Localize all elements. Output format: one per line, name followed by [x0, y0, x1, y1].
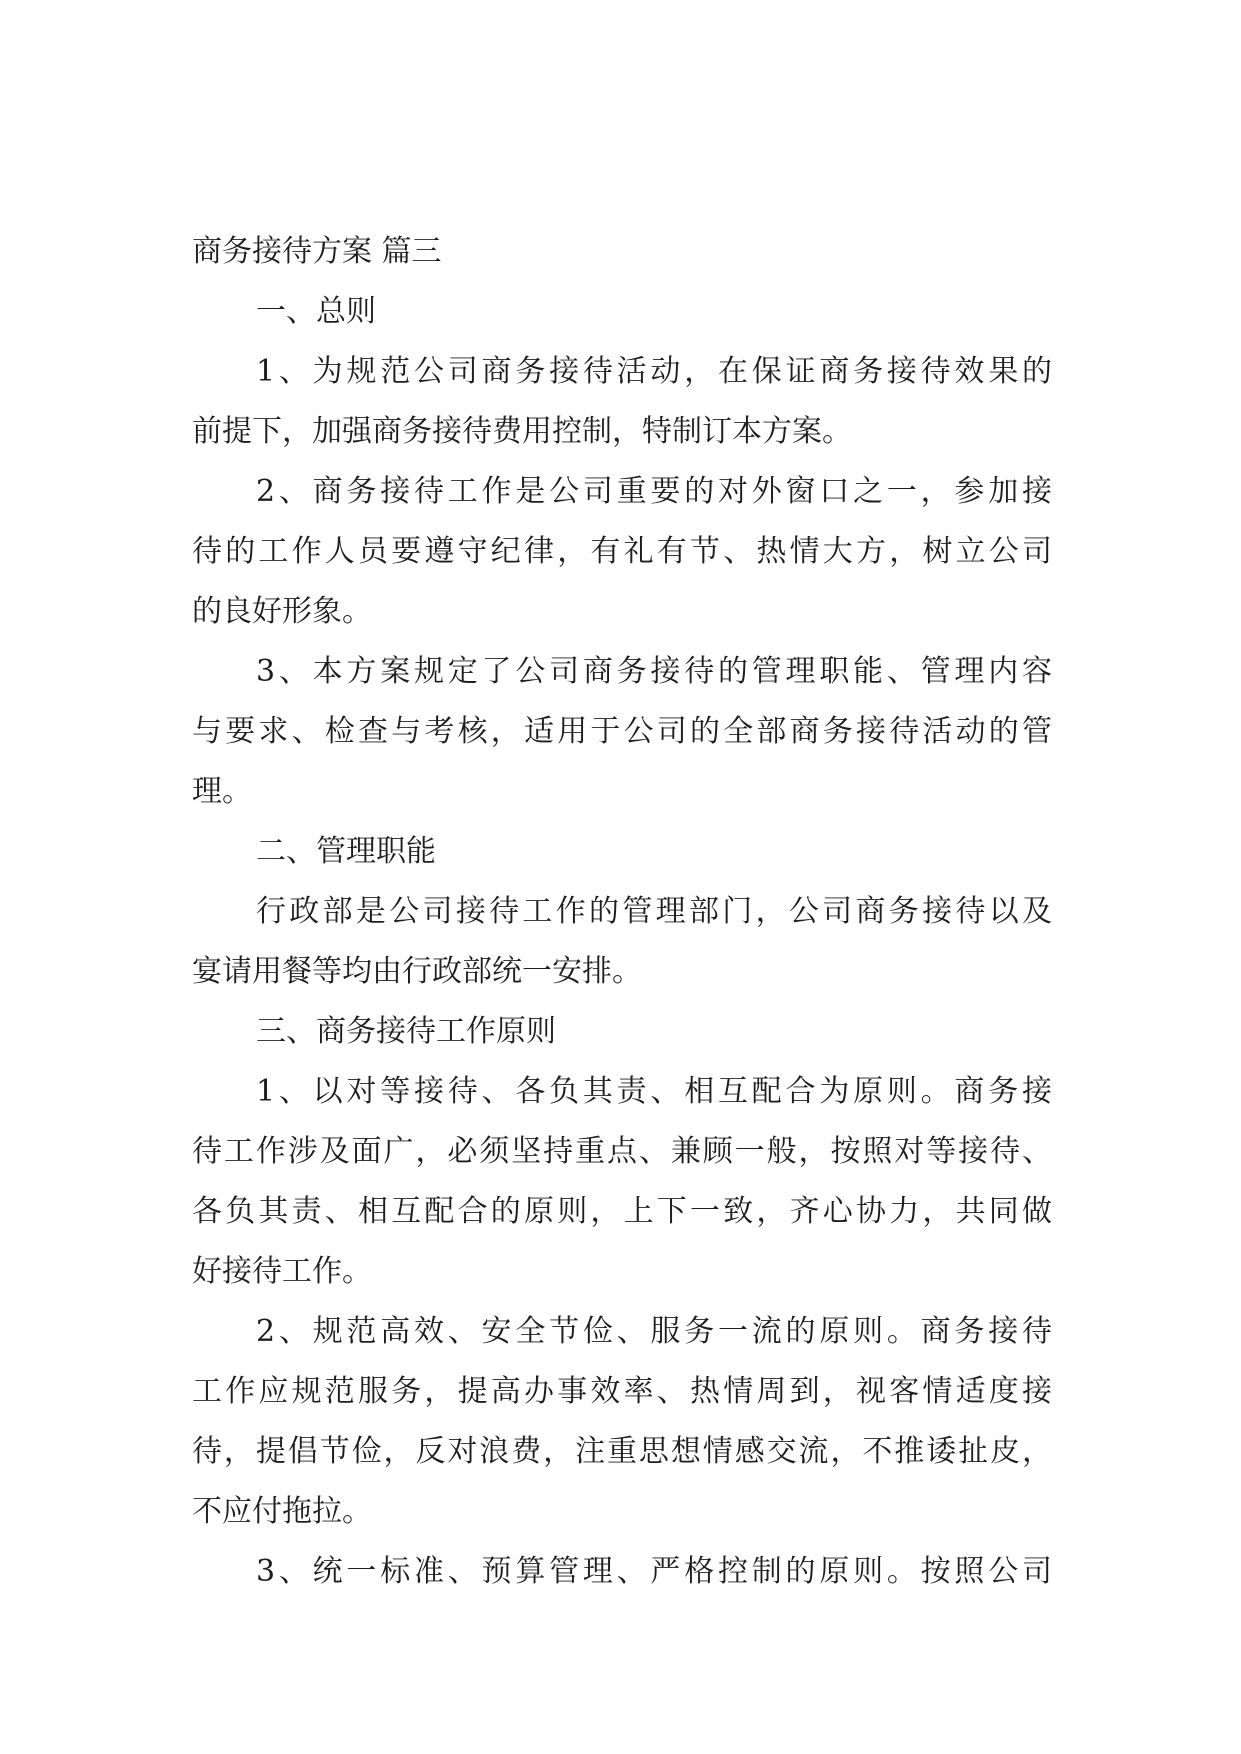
- paragraph-line: 行政部是公司接待工作的管理部门，公司商务接待以及: [256, 894, 1052, 929]
- heading-line: 二、管理职能: [256, 834, 436, 869]
- heading-line: 一、总则: [256, 294, 376, 329]
- paragraph-general-2: [192, 462, 1052, 642]
- section-heading-principles: [192, 1002, 1052, 1062]
- paragraph-line: 的良好形象。: [192, 594, 372, 629]
- document-title: 商务接待方案 篇三: [192, 234, 442, 269]
- paragraph-line: 2、商务接待工作是公司重要的对外窗口之一，参加接: [256, 474, 1052, 509]
- paragraph-line: 与要求、检查与考核，适用于公司的全部商务接待活动的管: [192, 714, 1052, 749]
- paragraph-line: 工作应规范服务，提高办事效率、热情周到，视客情适度接: [192, 1374, 1052, 1409]
- paragraph-line: 3、统一标准、预算管理、严格控制的原则。按照公司: [256, 1554, 1052, 1589]
- paragraph-line: 待工作涉及面广，必须坚持重点、兼顾一般，按照对等接待、: [192, 1134, 1052, 1169]
- heading-line: 三、商务接待工作原则: [256, 1014, 556, 1049]
- paragraph-principle-3: [192, 1542, 1052, 1602]
- document-body: [192, 222, 1052, 1602]
- paragraph-line: 1、以对等接待、各负其责、相互配合为原则。商务接: [256, 1074, 1052, 1109]
- paragraph-general-1: [192, 342, 1052, 462]
- paragraph-line: 3、本方案规定了公司商务接待的管理职能、管理内容: [256, 654, 1052, 689]
- paragraph-principle-2: [192, 1302, 1052, 1542]
- paragraph-line: 宴请用餐等均由行政部统一安排。: [192, 954, 642, 989]
- paragraph-management: [192, 882, 1052, 1002]
- paragraph-general-3: [192, 642, 1052, 822]
- paragraph-line: 好接待工作。: [192, 1254, 372, 1289]
- paragraph-line: 理。: [192, 774, 252, 809]
- paragraph-line: 前提下，加强商务接待费用控制，特制订本方案。: [192, 414, 852, 449]
- paragraph-line: 2、规范高效、安全节俭、服务一流的原则。商务接待: [256, 1314, 1052, 1349]
- paragraph-line: 不应付拖拉。: [192, 1494, 372, 1529]
- paragraph-line: 待，提倡节俭，反对浪费，注重思想情感交流，不推诿扯皮，: [192, 1434, 1052, 1469]
- paragraph-line: 各负其责、相互配合的原则，上下一致，齐心协力，共同做: [192, 1194, 1052, 1229]
- section-heading-general: [192, 282, 1052, 342]
- paragraph-principle-1: [192, 1062, 1052, 1302]
- section-heading-management: [192, 822, 1052, 882]
- paragraph-line: 1、为规范公司商务接待活动，在保证商务接待效果的: [256, 354, 1052, 389]
- paragraph-line: 待的工作人员要遵守纪律，有礼有节、热情大方，树立公司: [192, 534, 1052, 569]
